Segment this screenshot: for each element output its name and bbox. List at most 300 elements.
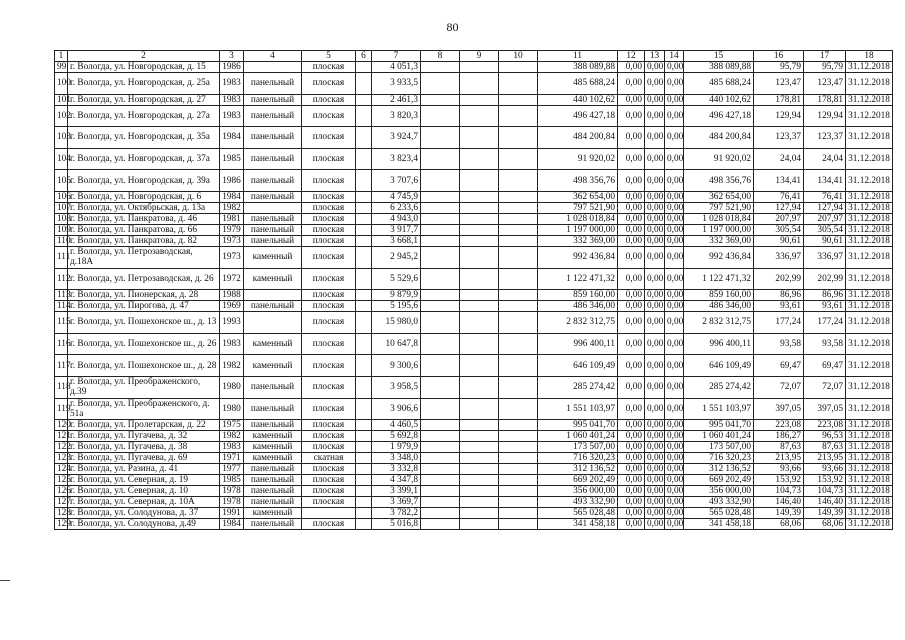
table-row [55,398,893,420]
table-cell: 1983 [220,333,244,355]
table-cell: 31.12.2018 [846,486,893,497]
table-row [55,191,893,202]
column-header: 16 [754,51,804,62]
column-header: 15 [684,51,754,62]
table-cell: 99 [55,62,68,73]
table-cell: 4 347,8 [372,475,421,486]
table-cell: каменный [244,246,302,268]
table-cell: 0,00 [645,213,665,224]
table-cell: 1 060 401,24 [538,431,618,442]
table-cell: 109 [55,224,68,235]
table-cell: 0,00 [665,246,684,268]
table-cell: плоская [302,431,356,442]
table-cell [421,73,460,95]
table-cell [460,475,499,486]
table-cell [460,519,499,530]
table-cell: 90,61 [804,235,846,246]
table-cell: 134,41 [754,170,804,192]
table-cell: 207,97 [804,213,846,224]
table-cell: 1 060 401,24 [684,431,754,442]
table-cell [421,486,460,497]
table-cell: г. Вологда, ул. Пугачева, д. 38 [68,442,220,453]
table-cell: 0,00 [645,73,665,95]
column-header: 11 [538,51,618,62]
table-cell: 0,00 [665,420,684,431]
table-row [55,224,893,235]
table-cell: 0,00 [645,442,665,453]
table-cell: 995 041,70 [538,420,618,431]
housing-repair-table-container [54,50,892,530]
table-cell: 0,00 [618,442,645,453]
table-cell [460,73,499,95]
table-cell [499,398,538,420]
table-row [55,431,893,442]
table-cell [460,431,499,442]
table-body [55,62,893,530]
table-cell: 0,00 [618,497,645,508]
table-cell [499,431,538,442]
table-cell: каменный [244,333,302,355]
table-cell [499,475,538,486]
table-cell: 1 197 000,00 [538,224,618,235]
table-cell: 72,07 [754,376,804,398]
table-cell: 31.12.2018 [846,508,893,519]
table-cell [356,420,372,431]
table-cell: 105 [55,170,68,192]
table-cell: панельный [244,420,302,431]
table-cell: 3 668,1 [372,235,421,246]
table-cell: 146,40 [804,497,846,508]
table-cell: 336,97 [754,246,804,268]
table-cell: 0,00 [645,497,665,508]
table-cell [421,224,460,235]
column-header: 2 [68,51,220,62]
table-cell [356,235,372,246]
table-cell [460,148,499,170]
table-cell [499,235,538,246]
table-cell: 0,00 [618,73,645,95]
table-cell: 24,04 [754,148,804,170]
table-cell [460,235,499,246]
table-cell: 178,81 [754,94,804,105]
table-cell: 0,00 [665,213,684,224]
table-cell: 0,00 [645,246,665,268]
table-cell: г. Вологда, ул. Новгородская, д. 35а [68,127,220,149]
table-row [55,312,893,334]
table-cell [356,290,372,301]
table-cell: 0,00 [665,376,684,398]
table-cell: 3 823,4 [372,148,421,170]
table-cell: 110 [55,235,68,246]
table-cell: 0,00 [645,312,665,334]
table-cell: 0,00 [645,148,665,170]
table-cell: 123,47 [754,73,804,95]
table-cell: плоская [302,224,356,235]
table-row [55,420,893,431]
table-cell: 859 160,00 [684,290,754,301]
table-cell [356,312,372,334]
table-cell [356,202,372,213]
table-cell: 149,39 [804,508,846,519]
table-cell: плоская [302,376,356,398]
table-cell [356,519,372,530]
table-cell: 1985 [220,148,244,170]
table-cell: 440 102,62 [538,94,618,105]
table-cell: 122 [55,442,68,453]
table-cell: 0,00 [645,376,665,398]
table-cell [356,127,372,149]
table-cell: 0,00 [618,213,645,224]
table-cell: 0,00 [665,170,684,192]
table-cell: 0,00 [665,398,684,420]
table-cell: 31.12.2018 [846,191,893,202]
table-cell: 0,00 [618,62,645,73]
table-cell: 1971 [220,453,244,464]
table-cell: 9 300,6 [372,355,421,377]
table-cell: 0,00 [645,301,665,312]
table-cell: 1982 [220,202,244,213]
table-cell: 362 654,00 [684,191,754,202]
table-cell: 31.12.2018 [846,213,893,224]
table-cell: 31.12.2018 [846,519,893,530]
table-cell: г. Вологда, ул. Панкратова, д. 66 [68,224,220,235]
table-cell [460,453,499,464]
table-cell: г. Вологда, ул. Пошехонское ш., д. 28 [68,355,220,377]
table-cell: каменный [244,453,302,464]
table-cell [356,333,372,355]
table-cell: 129,94 [754,105,804,127]
table-cell [356,246,372,268]
table-cell: 6 233,6 [372,202,421,213]
table-cell: 1977 [220,464,244,475]
table-cell: 127,94 [754,202,804,213]
table-cell: 0,00 [645,62,665,73]
table-row [55,148,893,170]
table-cell: г. Вологда, ул. Панкратова, д. 82 [68,235,220,246]
table-cell: 173 507,00 [684,442,754,453]
column-header: 9 [460,51,499,62]
table-cell: 0,00 [645,290,665,301]
column-header: 8 [421,51,460,62]
table-cell [460,246,499,268]
table-cell [499,497,538,508]
table-cell: 0,00 [665,312,684,334]
table-cell: 0,00 [665,62,684,73]
table-cell [356,475,372,486]
table-cell: 0,00 [618,202,645,213]
table-cell: 129 [55,519,68,530]
table-cell: 115 [55,312,68,334]
table-cell: 93,66 [804,464,846,475]
table-cell: 116 [55,333,68,355]
table-cell: 0,00 [645,94,665,105]
column-header: 1 [55,51,68,62]
table-cell: 1979 [220,224,244,235]
table-cell: 0,00 [645,355,665,377]
table-cell [499,170,538,192]
table-cell: 0,00 [665,464,684,475]
table-cell: 112 [55,268,68,290]
table-cell: 0,00 [618,420,645,431]
table-cell: 31.12.2018 [846,333,893,355]
table-cell: 996 400,11 [684,333,754,355]
table-cell: г. Вологда, ул. Новгородская, д. 15 [68,62,220,73]
table-cell: 332 369,00 [684,235,754,246]
table-cell [356,62,372,73]
table-cell: 1983 [220,442,244,453]
table-cell: 31.12.2018 [846,73,893,95]
table-cell: плоская [302,486,356,497]
table-cell: панельный [244,398,302,420]
table-cell: 0,00 [618,464,645,475]
table-cell [421,420,460,431]
table-cell [460,170,499,192]
table-cell: 716 320,23 [538,453,618,464]
table-row [55,94,893,105]
table-cell: г. Вологда, ул. Пугачева, д. 32 [68,431,220,442]
table-cell: панельный [244,94,302,105]
table-cell: 31.12.2018 [846,94,893,105]
table-cell: 3 399,1 [372,486,421,497]
table-cell: г. Вологда, ул. Новгородская, д. 37а [68,148,220,170]
table-cell: 69,47 [804,355,846,377]
table-cell: 485 688,24 [684,73,754,95]
table-cell: 0,00 [618,105,645,127]
table-cell: 1983 [220,73,244,95]
table-cell: 118 [55,376,68,398]
table-cell: 0,00 [618,235,645,246]
table-cell: панельный [244,376,302,398]
table-cell: 3 332,8 [372,464,421,475]
table-cell [421,290,460,301]
table-cell: 0,00 [665,508,684,519]
table-row [55,497,893,508]
table-cell [421,105,460,127]
column-header: 17 [804,51,846,62]
table-cell: 9 879,9 [372,290,421,301]
table-cell [356,376,372,398]
table-cell: 484 200,84 [538,127,618,149]
table-cell: 859 160,00 [538,290,618,301]
table-cell: 93,66 [754,464,804,475]
table-cell: г. Вологда, ул. Северная, д. 10 [68,486,220,497]
table-row [55,333,893,355]
table-cell: 31.12.2018 [846,312,893,334]
table-cell: 90,61 [754,235,804,246]
table-row [55,508,893,519]
table-cell [356,508,372,519]
table-cell: 10 647,8 [372,333,421,355]
table-cell: плоская [302,464,356,475]
table-cell: 0,00 [618,376,645,398]
table-cell [421,497,460,508]
table-cell: 3 958,5 [372,376,421,398]
table-cell [499,453,538,464]
table-cell: 0,00 [618,355,645,377]
table-cell [356,73,372,95]
table-cell: 305,54 [754,224,804,235]
column-header: 12 [618,51,645,62]
table-cell: 0,00 [645,420,665,431]
column-header: 5 [302,51,356,62]
table-cell: 72,07 [804,376,846,398]
table-cell: 0,00 [618,475,645,486]
table-cell: 669 202,49 [538,475,618,486]
table-cell: скатная [302,453,356,464]
housing-repair-table [54,50,893,530]
table-cell: панельный [244,213,302,224]
table-cell: 0,00 [645,170,665,192]
table-cell: 104,73 [804,486,846,497]
table-cell [356,355,372,377]
table-cell: 0,00 [645,475,665,486]
table-cell: 127 [55,497,68,508]
table-cell: 0,00 [618,148,645,170]
table-cell [356,442,372,453]
table-cell [356,213,372,224]
table-cell [460,213,499,224]
table-cell [421,398,460,420]
table-cell: 1975 [220,420,244,431]
table-cell [499,94,538,105]
table-row [55,519,893,530]
column-header: 3 [220,51,244,62]
table-cell [499,333,538,355]
table-cell [499,355,538,377]
table-cell: 31.12.2018 [846,170,893,192]
table-cell: 0,00 [665,333,684,355]
table-cell: панельный [244,486,302,497]
table-cell: г. Вологда, ул. Новгородская, д. 25а [68,73,220,95]
table-cell: плоская [302,127,356,149]
table-cell: г. Вологда, ул. Пугачева, д. 69 [68,453,220,464]
table-cell: г. Вологда, ул. Новгородская, д. 6 [68,191,220,202]
table-cell: 0,00 [618,94,645,105]
table-cell: 797 521,90 [538,202,618,213]
table-cell: 485 688,24 [538,73,618,95]
table-cell: 992 436,84 [684,246,754,268]
column-header: 13 [645,51,665,62]
table-cell: 565 028,48 [538,508,618,519]
table-cell [421,475,460,486]
table-cell [356,94,372,105]
column-header: 4 [244,51,302,62]
table-cell: 498 356,76 [684,170,754,192]
table-cell [460,301,499,312]
table-cell: 69,47 [754,355,804,377]
table-cell [244,62,302,73]
column-header: 14 [665,51,684,62]
table-header-row [55,51,893,62]
table-cell [421,170,460,192]
table-cell: 31.12.2018 [846,148,893,170]
table-cell: 123,37 [754,127,804,149]
table-cell: 202,99 [804,268,846,290]
table-cell: плоская [302,62,356,73]
column-header: 6 [356,51,372,62]
table-cell [499,202,538,213]
table-cell: 2 461,3 [372,94,421,105]
table-cell: 797 521,90 [684,202,754,213]
table-cell [460,376,499,398]
table-cell: 305,54 [804,224,846,235]
table-cell: 1985 [220,475,244,486]
table-cell [460,486,499,497]
table-cell: 0,00 [665,453,684,464]
table-cell [499,127,538,149]
table-cell: 108 [55,213,68,224]
table-cell: г. Вологда, ул. Пошехонское ш., д. 13 [68,312,220,334]
table-cell: 3 348,0 [372,453,421,464]
table-cell: плоская [302,170,356,192]
table-cell: 0,00 [645,105,665,127]
table-cell: 213,95 [804,453,846,464]
table-cell: 0,00 [665,73,684,95]
table-cell: 223,08 [754,420,804,431]
table-cell: 1 551 103,97 [538,398,618,420]
table-cell [421,464,460,475]
table-cell: 493 332,90 [684,497,754,508]
table-cell [421,312,460,334]
table-cell: 107 [55,202,68,213]
table-cell: г. Вологда, ул. Новгородская, д. 27 [68,94,220,105]
table-cell: 31.12.2018 [846,105,893,127]
table-cell: 134,41 [804,170,846,192]
table-cell: 31.12.2018 [846,290,893,301]
page-number: 80 [446,20,459,34]
table-cell [499,420,538,431]
table-cell [244,202,302,213]
table-cell: 4 051,3 [372,62,421,73]
table-cell: 1982 [220,355,244,377]
table-cell: 0,00 [645,431,665,442]
table-cell: 0,00 [665,486,684,497]
table-cell: панельный [244,191,302,202]
table-cell: плоская [302,442,356,453]
table-cell: 2 945,2 [372,246,421,268]
table-cell: 3 924,7 [372,127,421,149]
table-cell: 0,00 [665,290,684,301]
margin-mark [0,580,10,581]
table-cell: плоская [302,420,356,431]
table-cell: 123 [55,453,68,464]
table-row [55,486,893,497]
table-cell: 31.12.2018 [846,246,893,268]
table-cell [421,301,460,312]
table-cell: плоская [302,202,356,213]
table-cell: 1969 [220,301,244,312]
table-cell: 1973 [220,235,244,246]
table-cell: 223,08 [804,420,846,431]
table-cell: 173 507,00 [538,442,618,453]
table-cell: 31.12.2018 [846,268,893,290]
table-cell: 1983 [220,105,244,127]
table-cell: 31.12.2018 [846,376,893,398]
table-cell: 362 654,00 [538,191,618,202]
table-cell: 31.12.2018 [846,62,893,73]
table-cell: 1973 [220,246,244,268]
table-cell [421,453,460,464]
table-cell [499,376,538,398]
table-cell: 1984 [220,191,244,202]
table-cell: 93,61 [804,301,846,312]
table-cell: плоская [302,355,356,377]
table-cell: 1993 [220,312,244,334]
column-header: 7 [372,51,421,62]
table-cell: 91 920,02 [684,148,754,170]
table-cell: 5 016,8 [372,519,421,530]
table-cell [244,290,302,301]
